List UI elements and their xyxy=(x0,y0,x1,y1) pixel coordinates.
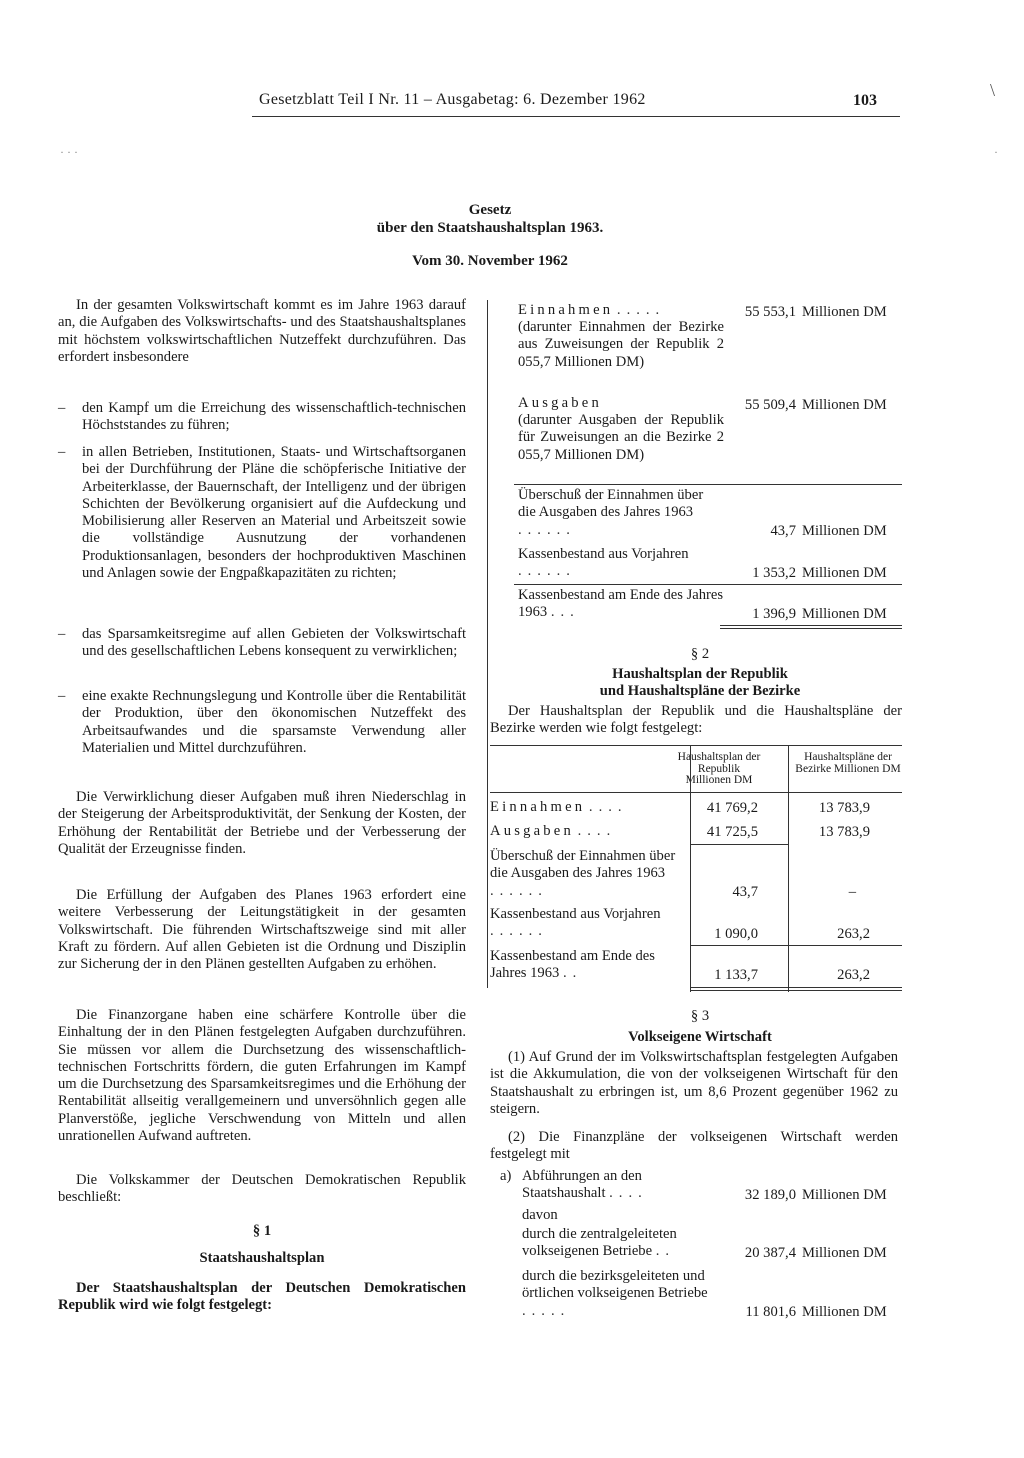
s3-bezirk-value: 11 801,6 xyxy=(745,1304,796,1320)
table-row-label: Kassenbestand aus Vorjahren xyxy=(490,906,661,922)
section-1-text: Der Staatshaushaltsplan der Deutschen Demokratischen Republik wird wie folgt festgelegt: xyxy=(58,1280,466,1314)
budget-ausgaben-note: (darunter Ausgaben der Republik für Zuweisungen an die Bezirke 2 055,7 Millionen DM) xyxy=(518,412,724,463)
budget-left-rule xyxy=(487,300,488,988)
leader-dots: .... xyxy=(577,823,617,839)
list-item xyxy=(58,400,466,435)
table-header-bezirke: Haushaltspläne der Bezirke Millionen DM xyxy=(795,751,901,775)
list-item xyxy=(58,444,466,582)
budget-einnahmen xyxy=(518,302,728,319)
table-row xyxy=(490,799,688,816)
list-dash: – xyxy=(58,444,66,460)
page-number: 103 xyxy=(853,92,877,109)
budget-rule xyxy=(514,584,902,585)
unit-label: Millionen DM xyxy=(802,523,887,539)
scan-speck: \ xyxy=(990,80,996,100)
scan-speck: · xyxy=(994,145,998,159)
s3-item-a xyxy=(522,1168,718,1203)
table-rule xyxy=(690,844,788,845)
unit-label: Millionen DM xyxy=(802,565,887,581)
section-1-title: Staatshaushaltsplan xyxy=(199,1250,325,1266)
budget-kasse-vorjahr xyxy=(518,546,724,581)
s3-zentral-value: 20 387,4 xyxy=(744,1245,796,1261)
section-2-title-2: und Haushaltspläne der Bezirke xyxy=(599,683,801,699)
section-3-para-1: (1) Auf Grund der im Volkswirtschaftsplan festgelegten Aufgaben ist die Akkumulation, die von der volkseigenen Wirtschaft für den Staatshaushalt zu erbringen ist, um 8,6 Prozent gegenüber 1962 zu steigern. xyxy=(490,1049,898,1117)
leader-dots: .... xyxy=(588,799,628,815)
table-top-rule xyxy=(490,745,902,746)
s3-zentral-label: durch die zentralgeleiteten volkseigenen Betriebe xyxy=(522,1226,677,1260)
list-item-text: in allen Betrieben, Institutionen, Staats- und Wirtschaftsorganen bei der Durchführung der Pläne die schöpferische Initiative der Arbeiterklasse, der Bauernschaft, der Intelligenz und der übrigen Schichten der Bevölkerung organisiert auf die Aufdeckung und Mobilisierung aller Reserven an Material und Arbeitszeit sowie die vollständige Ausnutzung der vorhandenen Produktionsanlagen, besonders der hochproduktiven Maschinen und Anlagen sowie der Engpaßkapazitäten zu richten; xyxy=(82,444,466,582)
kasse-ende-value: 1 396,9 xyxy=(752,606,796,622)
section-3-title: Volkseigene Wirtschaft xyxy=(628,1029,772,1045)
table-cell-bezirke: 13 783,9 xyxy=(818,824,870,840)
leader-dots: ...... xyxy=(518,563,576,580)
einnahmen-label: Einnahmen xyxy=(518,302,614,318)
budget-double-rule xyxy=(720,625,902,626)
table-col-rule xyxy=(690,745,691,992)
list-item-text: eine exakte Rechnungslegung und Kontrolle über die Rentabilität der Produktion, über den ökonomischen Nutzeffekt des Arbeitsaufwandes und die sparsamste Verwendung aller Materialien und Mittel durchzuführen. xyxy=(82,688,466,756)
table-cell-bezirke: – xyxy=(848,884,856,900)
table-row-label: Ausgaben xyxy=(490,823,574,839)
s3-item-a-marker: a) xyxy=(500,1168,512,1184)
unit-label: Millionen DM xyxy=(802,304,887,320)
header-rule xyxy=(252,116,900,117)
section-3-para-2: (2) Die Finanzpläne der volkseigenen Wirtschaft werden festgelegt mit xyxy=(490,1129,898,1163)
ausgaben-value: 55 509,4 xyxy=(744,397,796,413)
scan-speck: · · · xyxy=(60,145,78,159)
unit-label: Millionen DM xyxy=(802,606,887,622)
table-header-republik: Haushaltsplan der Republik Millionen DM xyxy=(677,751,761,786)
ueberschuss-label: Überschuß der Einnahmen über die Ausgaben des Jahres 1963 xyxy=(518,487,704,521)
s3-item-a-value: 32 189,0 xyxy=(744,1187,796,1203)
leader-dots: .. xyxy=(562,965,583,982)
budget-einnahmen-note: (darunter Einnahmen der Bezirke aus Zuweisungen der Republik 2 055,7 Millionen DM) xyxy=(518,319,724,370)
leader-dots: ... xyxy=(550,604,580,621)
running-header: Gesetzblatt Teil I Nr. 11 – Ausgabetag: 6. Dezember 1962 xyxy=(259,91,646,108)
table-cell-republik: 41 769,2 xyxy=(706,800,758,816)
paragraph: Die Verwirklichung dieser Aufgaben muß ihren Niederschlag in der Steigerung der Arbeitsproduktivität, der Senkung der Kosten, der Erhöhung der Rentabilität der Betriebe und der Verbesserung der Qualität der Erzeugnisse finden. xyxy=(58,789,466,857)
table-cell-bezirke: 263,2 xyxy=(837,926,870,942)
table-cell-republik: 1 133,7 xyxy=(714,967,758,983)
table-row xyxy=(490,823,688,840)
section-2-title: Haushaltsplan der Republik xyxy=(612,666,788,682)
intro-paragraph: In der gesamten Volkswirtschaft kommt es im Jahre 1963 darauf an, die Aufgaben des Volkswirtschafts- und des Staatshaushaltsplanes mit höchstem volkswirtschaftlichen Nutzeffekt durchzuführen. Das erfordert insbesondere xyxy=(58,297,466,365)
list-item-text: das Sparsamkeitsregime auf allen Gebieten der Volkswirtschaft und des gesellschaftlichen Lebens konsequent zu verwirklichen; xyxy=(82,626,466,660)
budget-ueberschuss xyxy=(518,487,724,539)
leader-dots: ..... xyxy=(522,1302,571,1319)
table-row-label: Einnahmen xyxy=(490,799,586,815)
unit-label: Millionen DM xyxy=(802,1304,887,1320)
list-item xyxy=(58,626,466,661)
budget-rule xyxy=(514,484,902,485)
section-2-number: § 2 xyxy=(690,646,710,662)
budget-kasse-ende xyxy=(518,587,724,622)
leader-dots: ...... xyxy=(490,923,548,940)
ausgaben-label: Ausgaben xyxy=(518,395,602,411)
ueberschuss-value: 43,7 xyxy=(770,523,796,539)
leader-dots: ..... xyxy=(616,302,666,318)
list-dash: – xyxy=(58,626,66,642)
table-row xyxy=(490,948,686,983)
leader-dots: .... xyxy=(609,1185,648,1202)
law-date: Vom 30. November 1962 xyxy=(412,253,568,269)
einnahmen-value: 55 553,1 xyxy=(744,304,796,320)
leader-dots: .. xyxy=(655,1243,676,1260)
list-dash: – xyxy=(58,400,66,416)
table-cell-bezirke: 13 783,9 xyxy=(818,800,870,816)
kasse-vorjahr-label: Kassenbestand aus Vorjahren xyxy=(518,546,689,562)
section-1-number: § 1 xyxy=(252,1223,272,1239)
table-cell-republik: 43,7 xyxy=(732,884,758,900)
paragraph: Die Finanzorgane haben eine schärfere Kontrolle über die Einhaltung der in den Plänen festgelegten Aufgaben durchzuführen. Sie müssen vor allem die Durchsetzung des wissenschaftlich-technischen Fortschritts fördern, die guten Erfahrungen im Kampf um die Durchsetzung des Sparsamkeitsregimes und die Erhöhung der Rentabilität allseitig verallgemeinern und unversöhnlich gegen alle Planverstöße, jegliche Verschwendung von Mitteln und allen unrationellen Aufwand auftreten. xyxy=(58,1007,466,1145)
s3-davon: davon xyxy=(522,1207,558,1223)
list-item-text: den Kampf um die Erreichung des wissenschaftlich-technischen Höchststandes zu führen; xyxy=(82,400,466,434)
law-subtitle: über den Staatshaushaltsplan 1963. xyxy=(376,220,604,236)
table-double-rule xyxy=(690,987,902,988)
list-item xyxy=(58,688,466,757)
s3-zentral xyxy=(522,1226,718,1261)
table-col-rule xyxy=(788,745,789,992)
table-header-rule xyxy=(490,792,902,793)
kasse-ende-label: Kassenbestand am Ende des Jahres 1963 xyxy=(518,587,724,621)
list-dash: – xyxy=(58,688,66,704)
table-cell-republik: 1 090,0 xyxy=(714,926,758,942)
table-row xyxy=(490,848,686,900)
table-row-label: Kassenbestand am Ende des Jahres 1963 xyxy=(490,948,655,982)
table-rule xyxy=(690,945,902,946)
leader-dots: ...... xyxy=(518,521,576,538)
table-cell-bezirke: 263,2 xyxy=(837,967,870,983)
paragraph: Die Erfüllung der Aufgaben des Planes 1963 erfordert eine weitere Verbesserung der Leitungstätigkeit in der gesamten Volkswirtschaft. Die führenden Wirtschaftszweige sind mit aller Kraft zu fördern. Auf allen Gebieten ist die Ordnung und Disziplin zur Sicherung der in den Plänen gestellten Aufgaben zu erhöhen. xyxy=(58,887,466,973)
kasse-vorjahr-value: 1 353,2 xyxy=(752,565,796,581)
s3-item-a-label: Abführungen an den Staatshaushalt xyxy=(522,1168,642,1202)
table-cell-republik: 41 725,5 xyxy=(706,824,758,840)
budget-ausgaben xyxy=(518,395,728,412)
table-double-rule xyxy=(690,990,902,991)
unit-label: Millionen DM xyxy=(802,397,887,413)
s3-bezirk xyxy=(522,1268,718,1320)
leader-dots: ...... xyxy=(490,882,548,899)
s3-bezirk-label: durch die bezirksgeleiteten und örtlichen volkseigenen Betriebe xyxy=(522,1268,708,1302)
section-2-text: Der Haushaltsplan der Republik und die Haushaltspläne der Bezirke werden wie folgt festgelegt: xyxy=(490,703,902,737)
section-3-number: § 3 xyxy=(690,1008,710,1024)
unit-label: Millionen DM xyxy=(802,1187,887,1203)
law-title: Gesetz xyxy=(468,202,512,218)
table-row-label: Überschuß der Einnahmen über die Ausgaben des Jahres 1963 xyxy=(490,848,676,882)
table-row xyxy=(490,906,686,941)
budget-double-rule xyxy=(720,628,902,629)
enacting-clause: Die Volkskammer der Deutschen Demokratischen Republik beschließt: xyxy=(58,1172,466,1206)
unit-label: Millionen DM xyxy=(802,1245,887,1261)
